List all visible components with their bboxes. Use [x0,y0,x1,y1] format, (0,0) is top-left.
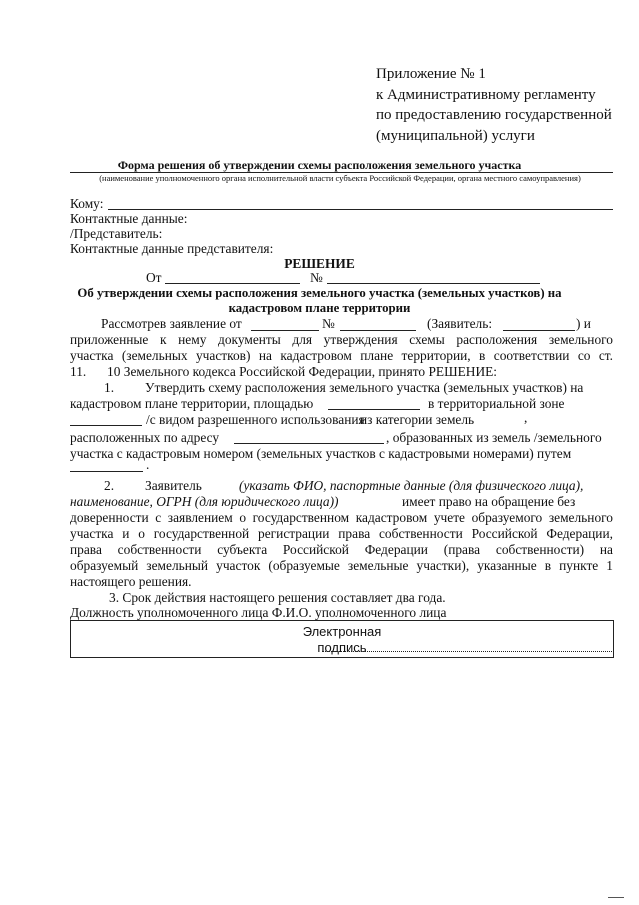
intro-close: ) и [576,316,591,331]
intro-number-label: № [322,316,335,331]
item1-zone-line [70,425,142,426]
item1-text-d: /с видом разрешенного использования [146,412,365,427]
recipient-to-line [108,209,613,210]
item1-number: 1. [104,380,115,395]
decision-number-line [327,283,540,284]
recipient-to-label: Кому: [70,196,104,211]
decision-date-line [165,283,300,284]
intro-text-3: участка (земельных участков) на кадастровом плане территории, в соответствии со ст. [70,348,613,363]
intro-number-line [340,330,416,331]
intro-text-4b: 10 Земельного кодекса Российской Федерации, принято РЕШЕНИЕ: [107,364,498,379]
item2-text-b: имеет право на обращение без [402,494,576,509]
appendix-line-2: к Административному регламенту [376,86,596,103]
item1-text-j: . [146,457,150,472]
intro-date-line [251,330,319,331]
item2-text-b-italic [70,494,339,510]
appendix-line-3: по предоставлению государственной [376,107,612,123]
item1-text-i: участка с кадастровым номером (земельных участков с кадастровыми номерами) путем [70,446,572,461]
item2-text-a: Заявитель [145,478,202,493]
item2-text-d: участка и о государственной регистрации права собственности Российской Федерации, [70,526,613,541]
item1-text-g: расположенных по адресу [70,430,220,445]
item2-text-a-italic: (указать ФИО, паспортные данные (для физического лица), [239,478,584,493]
signature-box-line-1: Электронная [302,624,382,639]
intro-applicant-label: (Заявитель: [427,316,493,331]
electronic-signature-box [70,620,614,658]
appendix-line-4: (муниципальной) услуги [376,127,535,144]
representative-contacts-label: Контактные данные представителя: [70,241,274,256]
intro-text-1: Рассмотрев заявление от [101,316,242,331]
decision-subject-line-1: Об утверждении схемы расположения земельного участка (земельных участков) на [77,286,562,300]
decision-number-label: № [310,270,323,285]
item2-text-c: доверенности с заявлением о государственном кадастровом учете образуемого земельного [70,510,613,525]
item1-text-f: , [524,410,528,425]
item1-text-a: Утвердить схему расположения земельного участка (земельных участков) на [145,380,584,395]
intro-text-2: приложенные к нему документы для утверждения схемы расположения земельного [70,332,613,347]
form-title: Форма решения об утверждении схемы расположения земельного участка [117,158,522,172]
signature-box-line-2: подпись [317,640,367,655]
item1-method-line [70,471,143,472]
decision-subject-line-2: кадастровом плане территории [228,301,411,315]
decision-heading: РЕШЕНИЕ [284,256,355,271]
item2-italic-span: наименование, ОГРН (для юридического лица)) [70,494,339,509]
item1-text-b: кадастровом плане территории, площадью [70,396,314,411]
page-edge-mark [608,897,624,898]
appendix-line-1: Приложение № 1 [376,66,486,82]
item1-area-line [328,409,420,410]
item1-text-c: в территориальной зоне [428,396,565,411]
item2-text-g: настоящего решения. [70,574,192,589]
intro-applicant-line [503,330,575,331]
signature-dotted-line [322,651,612,652]
item2-text-f: образуемый земельный участок (образуемые земельные участки), указанные в пункте 1 [70,558,613,573]
item1-address-line [234,443,384,444]
official-line: Должность уполномоченного лица Ф.И.О. уполномоченного лица [70,605,447,620]
item2-text-e: права собственности субъекта Российской Федерации (права собственности) на [70,542,613,557]
item1-text-h: , образованных из земель /земельного [386,430,602,445]
authority-hint: (наименование уполномоченного органа исполнительной власти субъекта Российской Федерации, органа местного самоуправления) [99,173,581,183]
intro-text-4a: 11. [70,364,87,379]
recipient-contacts-label: Контактные данные: [70,211,188,226]
item1-text-e: из категории земель [360,412,475,427]
item2-number: 2. [104,478,115,493]
representative-label: /Представитель: [70,226,163,241]
item3-text: 3. Срок действия настоящего решения составляет два года. [109,590,446,605]
appendix-block [376,64,612,146]
decision-from-label: От [146,270,162,285]
